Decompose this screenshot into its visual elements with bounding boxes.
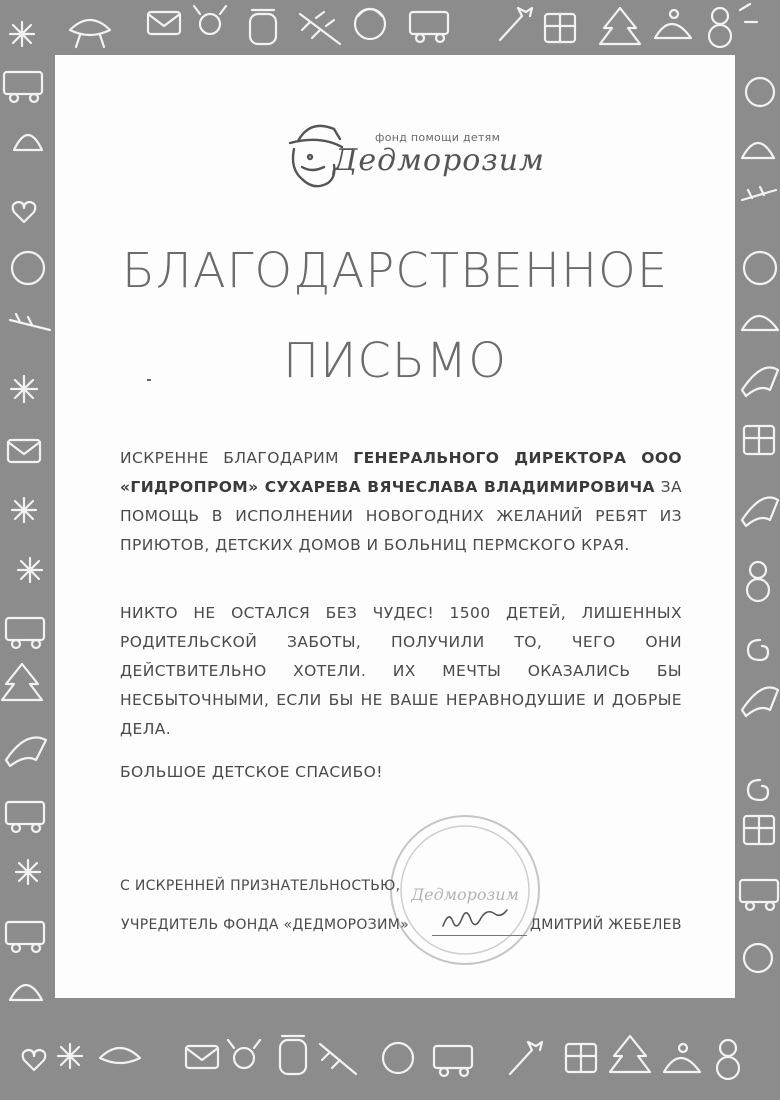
- gift-icon: [545, 14, 575, 42]
- spiral-icon: [748, 780, 768, 800]
- paragraph-impact: НИКТО НЕ ОСТАЛСЯ БЕЗ ЧУДЕС! 1500 ДЕТЕЙ, ЛИШЕННЫХ РОДИТЕЛЬСКОЙ ЗАБОТЫ, ПОЛУЧИЛИ ТО, ЧЕГО ОНИ ДЕЙСТВИТЕЛЬНО ХОТЕЛИ. ИХ МЕЧТЫ ОКАЗАЛИСЬ БЫ НЕСБЫТОЧНЫМИ, ЕСЛИ БЫ НЕ ВАШЕ НЕРАВНОДУШИЕ И ДОБРЫЕ ДЕЛА.: [120, 604, 682, 738]
- hat-icon: [655, 10, 691, 38]
- bell-icon: [14, 135, 42, 150]
- closing-phrase: С ИСКРЕННЕЙ ПРИЗНАТЕЛЬНОСТЬЮ,: [120, 878, 401, 894]
- heart-icon: [23, 1050, 46, 1070]
- gift-icon: [566, 1044, 596, 1072]
- title-line-2: ПИСЬМО: [283, 333, 507, 389]
- envelope-icon: [186, 1046, 218, 1068]
- truck-icon: [434, 1046, 472, 1076]
- handwritten-signature: [435, 900, 515, 940]
- envelope-icon: [8, 440, 40, 462]
- logo-subtitle: фонд помощи детям: [375, 131, 501, 144]
- fir-branch-icon: [10, 314, 50, 330]
- signer-title: УЧРЕДИТЕЛЬ ФОНДА «ДЕДМОРОЗИМ»: [121, 917, 410, 933]
- truck-icon: [410, 12, 448, 42]
- foundation-stamp: [385, 810, 545, 970]
- heart-icon: [13, 202, 36, 222]
- horn-icon: [742, 368, 778, 397]
- jar-icon: [250, 10, 276, 44]
- santa-face-icon: [12, 252, 44, 284]
- title-line-1: БЛАГОДАРСТВЕННОЕ: [121, 243, 669, 299]
- fir-branch-icon: [742, 187, 776, 200]
- truck-icon: [740, 880, 778, 910]
- snowman-icon: [717, 1040, 739, 1079]
- rocking-horse-icon: [100, 1048, 140, 1063]
- snowflake-icon: [58, 1044, 82, 1068]
- bell-icon: [10, 985, 42, 1000]
- paragraph-thanks: БОЛЬШОЕ ДЕТСКОЕ СПАСИБО!: [120, 763, 383, 781]
- horn-icon: [6, 738, 46, 767]
- horn-icon: [742, 688, 778, 717]
- star-wand-icon: [510, 1042, 542, 1074]
- christmas-tree-icon: [600, 8, 640, 44]
- hat-icon: [742, 316, 778, 330]
- jar-icon: [280, 1036, 306, 1074]
- snowflake-icon: [11, 376, 37, 402]
- santa-face-icon: [744, 252, 776, 284]
- envelope-icon: [148, 12, 180, 34]
- santa-face-icon: [746, 78, 774, 106]
- christmas-tree-icon: [610, 1036, 650, 1072]
- rocking-horse-icon: [70, 20, 110, 47]
- truck-icon: [6, 802, 44, 832]
- gratitude-intro: ИСКРЕННЕ БЛАГОДАРИМ: [120, 449, 354, 467]
- snowflake-icon: [18, 558, 42, 582]
- star-wand-icon: [500, 8, 532, 40]
- snowman-icon: [709, 4, 757, 47]
- reindeer-icon: [194, 6, 226, 34]
- recipient-name: ГЕНЕРАЛЬНОГО ДИРЕКТОРА ООО «ГИДРОПРОМ» СУХАРЕВА ВЯЧЕСЛАВА ВЛАДИМИРОВИЧА: [120, 449, 682, 496]
- gratitude-rest: ЗА ПОМОЩЬ В ИСПОЛНЕНИИ НОВОГОДНИХ ЖЕЛАНИЙ РЕБЯТ ИЗ ПРИЮТОВ, ДЕТСКИХ ДОМОВ И БОЛЬНИЦ ПЕРМСКОГО КРАЯ.: [120, 478, 682, 554]
- snowflake-icon: [12, 498, 36, 522]
- horn-icon: [742, 498, 778, 527]
- santa-face-icon: [355, 9, 385, 39]
- truck-icon: [6, 922, 44, 952]
- print-speck: [147, 379, 151, 381]
- spiral-icon: [748, 640, 768, 660]
- letter-sheet: [55, 55, 735, 998]
- fir-branch-icon: [300, 12, 340, 44]
- paragraph-gratitude: [120, 444, 682, 560]
- snowflake-icon: [16, 860, 40, 884]
- truck-icon: [6, 618, 44, 648]
- bell-icon: [742, 143, 774, 158]
- hat-icon: [664, 1044, 700, 1072]
- gift-icon: [744, 816, 774, 844]
- christmas-tree-icon: [2, 664, 42, 700]
- snowflake-icon: [10, 22, 34, 46]
- logo-wordmark: Дедморозим: [333, 143, 545, 178]
- signer-name: ДМИТРИЙ ЖЕБЕЛЕВ: [530, 917, 682, 933]
- truck-icon: [4, 72, 42, 102]
- gift-icon: [744, 426, 774, 454]
- snowman-icon: [747, 562, 769, 601]
- fir-branch-icon: [320, 1044, 356, 1074]
- santa-face-icon: [383, 1043, 413, 1073]
- santa-face-icon: [744, 944, 772, 972]
- reindeer-icon: [228, 1040, 260, 1068]
- stamp-text: Дедморозим: [411, 885, 519, 904]
